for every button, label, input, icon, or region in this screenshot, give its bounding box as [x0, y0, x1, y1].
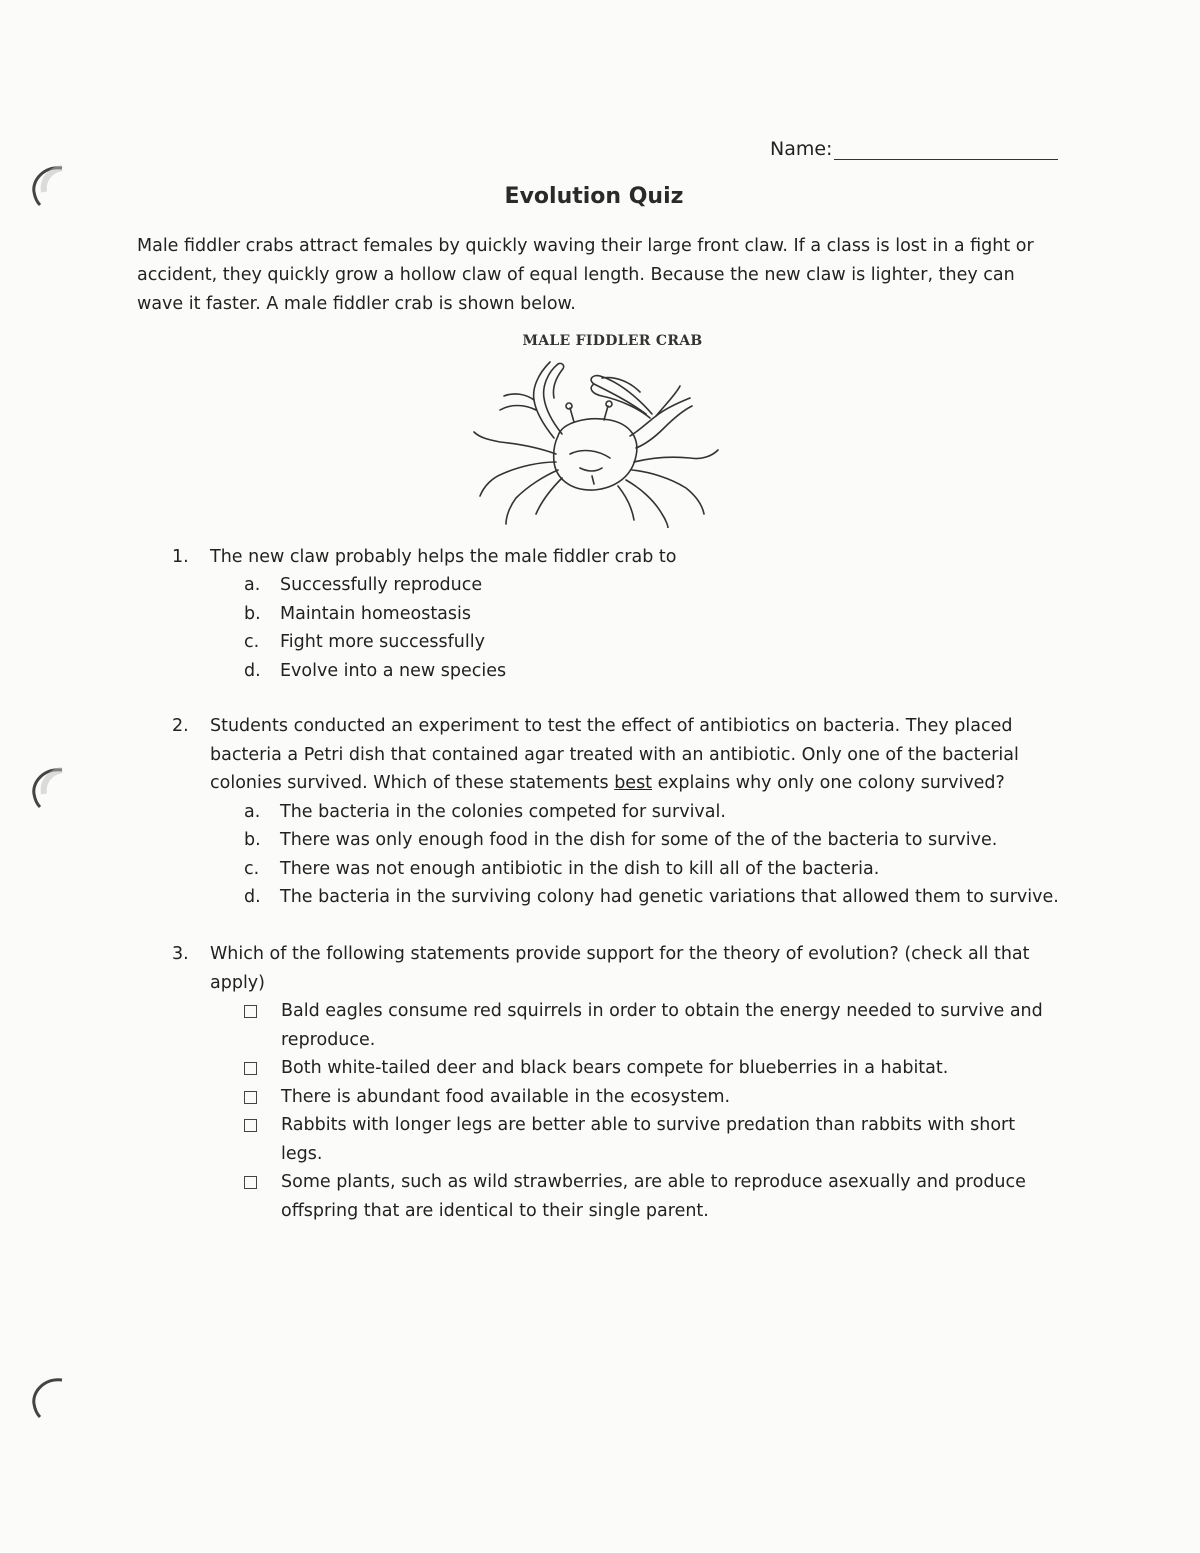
- option-text: Successfully reproduce: [280, 575, 483, 595]
- option-letter: a.: [244, 575, 261, 595]
- option-letter: c.: [244, 859, 260, 879]
- answer-option-b[interactable]: [244, 826, 997, 855]
- answer-option-d[interactable]: [244, 657, 506, 686]
- option-text: Evolve into a new species: [280, 661, 507, 681]
- answer-option-b[interactable]: [244, 600, 471, 629]
- option-text: There is abundant food available in the ecosystem.: [281, 1087, 731, 1107]
- checkbox[interactable]: [244, 1062, 257, 1075]
- binder-hole-icon: [22, 762, 72, 812]
- figure-caption: MALE FIDDLER CRAB: [522, 333, 703, 349]
- option-text: Bald eagles consume red squirrels in order to obtain the energy needed to survive and: [281, 1001, 1043, 1021]
- option-letter: a.: [244, 802, 261, 822]
- stem-text: colonies survived. Which of these statements: [210, 773, 615, 793]
- question-number: 2.: [172, 716, 189, 736]
- fiddler-crab-illustration: [470, 358, 720, 528]
- option-letter: c.: [244, 632, 260, 652]
- name-label: Name:: [770, 138, 833, 160]
- option-text: Fight more successfully: [280, 632, 485, 652]
- name-field[interactable]: [770, 138, 1058, 160]
- stem-text: explains why only one colony survived?: [652, 773, 1005, 793]
- option-text: The bacteria in the colonies competed for survival.: [280, 802, 726, 822]
- option-text: reproduce.: [281, 1030, 376, 1050]
- answer-option-c[interactable]: [244, 628, 485, 657]
- option-letter: d.: [244, 887, 261, 907]
- question-number: 3.: [172, 944, 189, 964]
- question-stem-line: Students conducted an experiment to test the effect of antibiotics on bacteria. They placed: [210, 716, 1013, 736]
- option-text: Some plants, such as wild strawberries, are able to reproduce asexually and produce: [281, 1172, 1026, 1192]
- question-stem-line: [210, 769, 1005, 798]
- checkbox[interactable]: [244, 1091, 257, 1104]
- checkbox[interactable]: [244, 1005, 257, 1018]
- question-1: [172, 543, 1072, 688]
- binder-hole-icon: [22, 1372, 72, 1422]
- option-text: Rabbits with longer legs are better able to survive predation than rabbits with short: [281, 1115, 1016, 1135]
- question-stem-line: bacteria a Petri dish that contained agar treated with an antibiotic. Only one of the bacterial: [210, 745, 1019, 765]
- page-title: Evolution Quiz: [504, 184, 684, 209]
- option-text: The bacteria in the surviving colony had genetic variations that allowed them to survive.: [280, 887, 1059, 907]
- name-blank[interactable]: [834, 139, 1058, 160]
- stem-emphasis: best: [614, 773, 653, 793]
- option-text: Maintain homeostasis: [280, 604, 471, 624]
- option-text: Both white-tailed deer and black bears compete for blueberries in a habitat.: [281, 1058, 949, 1078]
- option-letter: b.: [244, 830, 261, 850]
- answer-option-c[interactable]: [244, 855, 879, 884]
- checkbox[interactable]: [244, 1119, 257, 1132]
- question-number: 1.: [172, 547, 189, 567]
- option-text: offspring that are identical to their single parent.: [281, 1201, 709, 1221]
- option-text: There was only enough food in the dish for some of the of the bacteria to survive.: [280, 830, 998, 850]
- question-stem: The new claw probably helps the male fiddler crab to: [210, 547, 677, 567]
- question-2: [172, 712, 1072, 912]
- option-text: legs.: [281, 1144, 323, 1164]
- option-letter: b.: [244, 604, 261, 624]
- answer-option-a[interactable]: [244, 571, 482, 600]
- answer-option-a[interactable]: [244, 798, 726, 827]
- question-stem-line: Which of the following statements provide support for the theory of evolution? (check all that: [210, 944, 1030, 964]
- answer-option-d[interactable]: [244, 883, 1059, 912]
- checkbox[interactable]: [244, 1176, 257, 1189]
- option-text: There was not enough antibiotic in the dish to kill all of the bacteria.: [280, 859, 880, 879]
- intro-paragraph: Male fiddler crabs attract females by quickly waving their large front claw. If a class is lost in a fight or accident, they quickly grow a hollow claw of equal length. Because the new claw is lighter, they can wave it faster. A male fiddler crab is shown below.: [137, 236, 1034, 314]
- question-stem-line: apply): [210, 973, 265, 993]
- question-3: [172, 940, 1072, 1230]
- option-letter: d.: [244, 661, 261, 681]
